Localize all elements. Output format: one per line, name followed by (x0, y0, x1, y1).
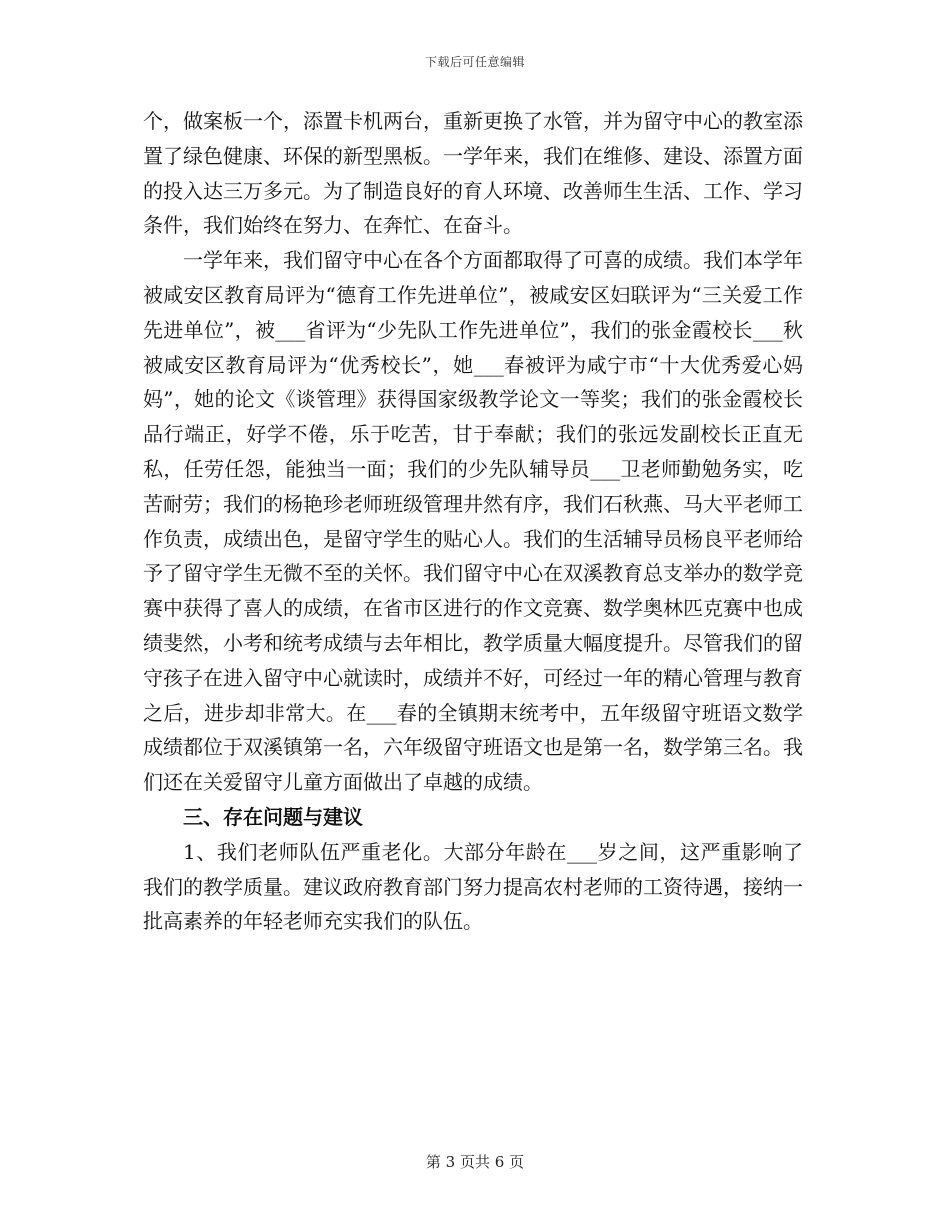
page-header: 下载后可任意编辑 (424, 55, 525, 69)
page-footer: 第 3 页共 6 页 (425, 1153, 525, 1171)
paragraph-continuation: 个，做案板一个，添置卡机两台，重新更换了水管，并为留守中心的教室添置了绿色健康、环保的新型黑板。一学年来，我们在维修、建设、添置方面的投入达三万多元。为了制造良好的育人环境、改善师生生活、工作、学习条件，我们始终在努力、在奔忙、在奋斗。 (143, 109, 803, 238)
paragraph-achievements: 一学年来，我们留守中心在各个方面都取得了可喜的成绩。我们本学年被咸安区教育局评为“德育工作先进单位”，被咸安区妇联评为“三关爱工作先进单位”，被___省评为“少先队工作先进单位”，我们的张金霞校长___秋被咸安区教育局评为“优秀校长”，她___春被评为咸宁市“十大优秀爱心妈妈”，她的论文《谈管理》获得国家级教学论文一等奖；我们的张金霞校长品行端正，好学不倦，乐于吃苦，甘于奉献；我们的张远发副校长正直无私，任劳任怨，能独当一面；我们的少先队辅导员___卫老师勤勉务实，吃苦耐劳；我们的杨艳珍老师班级管理井然有序，我们石秋燕、马大平老师工作负责，成绩出色，是留守学生的贴心人。我们的生活辅导员杨良平老师给予了留守学生无微不至的关怀。我们留守中心在双溪教育总支举办的数学竞赛中获得了喜人的成绩，在省市区进行的作文竞赛、数学奥林匹克赛中也成绩斐然，小考和统考成绩与去年相比，教学质量大幅度提升。尽管我们的留守孩子在进入留守中心就读时，成绩并不好，可经过一年的精心管理与教育之后，进步却非常大。在___春的全镇期末统考中，五年级留守班语文数学成绩都位于双溪镇第一名，六年级留守班语文也是第一名，数学第三名。我们还在关爱留守儿童方面做出了卓越的成绩。 (143, 248, 803, 795)
paragraph-issue-1: 1、我们老师队伍严重老化。大部分年龄在___岁之间，这严重影响了我们的教学质量。建议政府教育部门努力提高农村老师的工资待遇，接纳一批高素养的年轻老师充实我们的队伍。 (143, 839, 803, 934)
document-body (143, 104, 803, 939)
section-heading: 三、存在问题与建议 (183, 804, 363, 829)
